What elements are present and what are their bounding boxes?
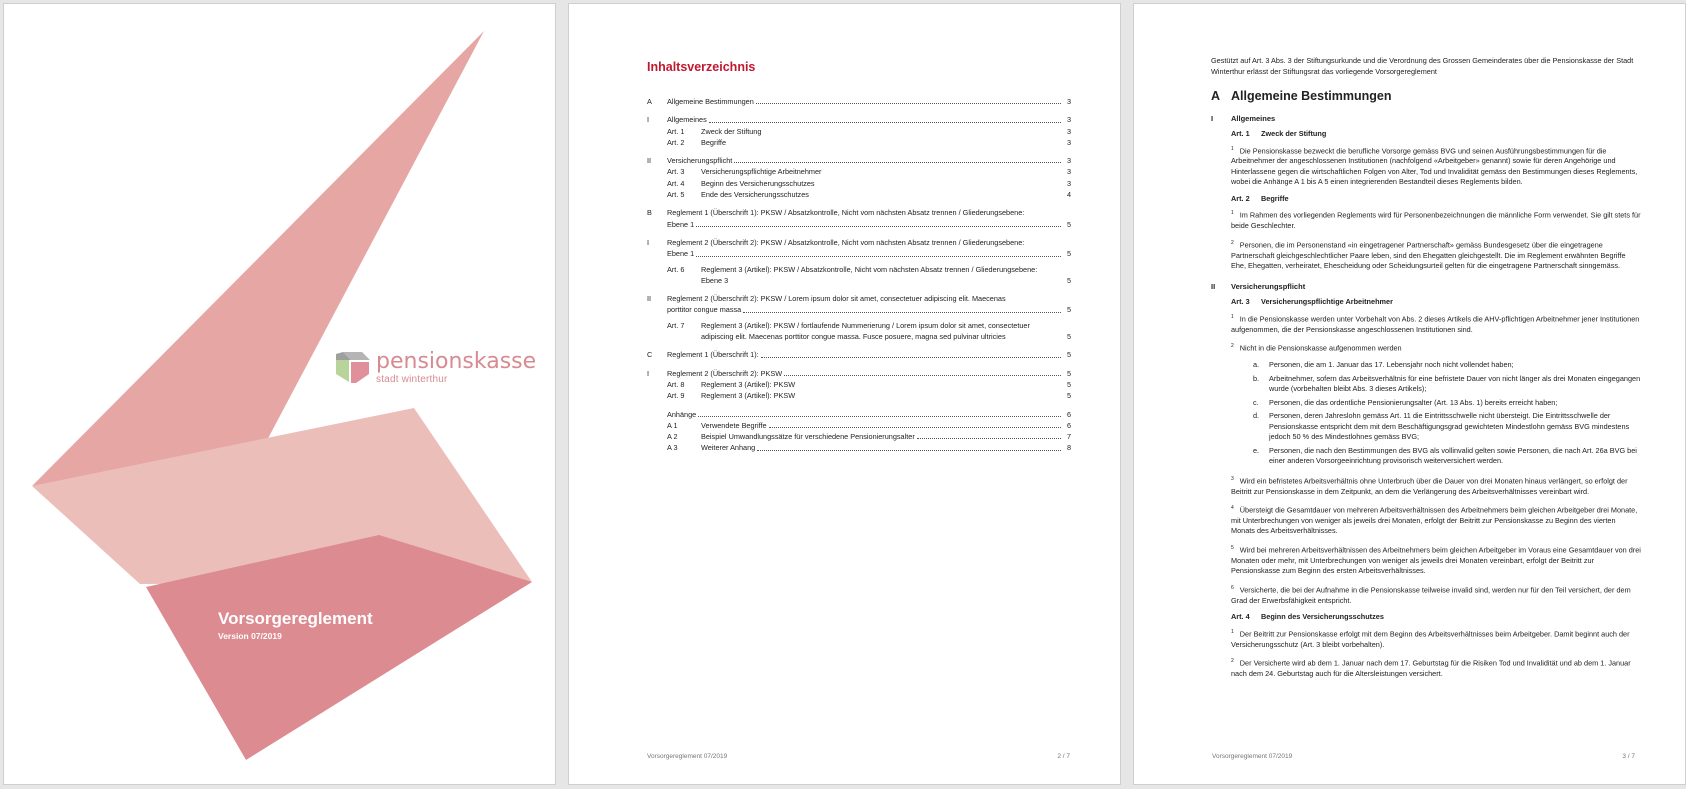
paragraph [1231,341,1641,354]
paragraph-number: 2 [1231,658,1234,665]
toc-entry-text: Versicherungspflichtige Arbeitnehmer [701,167,822,177]
paragraph-number: 1 [1231,313,1234,320]
toc-page [568,3,1121,785]
heading-text: Allgemeines [1231,113,1276,123]
toc-entry-page: 3 [1066,178,1071,188]
toc-entry-text-wrap [667,349,1063,360]
cover-graphic [4,4,556,785]
list-text: Personen, die nach den Bestimmungen des BVG als vollinvalid gelten sowie Personen, die nach Art. 26a BVG bei einer anderen Vorsorgeeinrichtung provisorisch weiterversichert werden. [1269,445,1637,466]
toc-entry[interactable] [647,390,1071,401]
toc-entry[interactable] [647,126,1071,137]
list-item [1253,446,1641,467]
toc-entry-number: II [647,294,652,304]
toc-entry-text-line2-wrap [701,275,1071,286]
toc-entry-page: 5 [1066,275,1071,285]
toc-entry-page: 7 [1066,432,1071,442]
toc-entry[interactable] [647,237,1071,260]
heading-text: Allgemeine Bestimmungen [1231,89,1392,103]
toc-entry[interactable] [647,114,1071,125]
paragraph-number: 6 [1231,584,1234,591]
toc-entry-text: Reglement 3 (Artikel): PKSW [701,379,796,389]
toc-entry-text-line2-wrap [667,248,1071,259]
paragraph-text: Der Beitritt zur Pensionskasse erfolgt mit dem Beginn des Arbeitsverhältnisses beim Arbeitgeber. Damit beginnt auch der Versicherungsschutz (Art. 3 bleibt vorbehalten). [1231,629,1630,649]
toc-entry[interactable] [647,207,1071,230]
paragraph-text: Wird bei mehreren Arbeitsverhältnissen des Arbeitnehmers beim gleichen Arbeitgeber im Voraus eine Gesamtdauer von drei Monaten oder mehr, mit Unterbrechungen von weniger als jeweils drei Monaten vereinbart, erfolgt der Beitritt zur Pensionskasse zum Beginn des ersten Arbeitsverhältnisses. [1231,545,1641,576]
cover-title: Vorsorgereglement [218,609,373,628]
toc-entry[interactable] [647,320,1071,343]
toc-entry-number: Art. 9 [667,391,685,401]
toc-entry-text: Beispiel Umwandlungssätze für verschiedene Pensionierungsalter [701,432,915,442]
article-title: Begriffe [1261,193,1289,203]
toc-entry-number: Art. 7 [667,320,685,330]
article-number: Art. 1 [1231,129,1250,138]
paragraph-number: 1 [1231,145,1234,152]
paragraph-text: Personen, die im Personenstand «in eingetragener Partnerschaft» gemäss Bundesgesetz über die eingetragene Partnerschaft gleichgeschlechtlicher Paare leben, sind den Ehegatten gleichgestellt. Die im Reglement erwähnten Begriffe Ehe, Ehegatten, verheiratet, Ehescheidung oder Scheidungsurteil gelten für die eingetragene Partnerschaft sinngemäss. [1231,240,1626,271]
toc-entry-page: 5 [1066,368,1071,378]
footer-left: Vorsorgereglement 07/2019 [1212,753,1293,760]
logo-subtitle: stadt winterthur [376,374,448,385]
toc-entry[interactable] [647,409,1071,420]
toc-entry-text-line1: Reglement 2 (Überschrift 2): PKSW / Lorem ipsum dolor sit amet, consectetuer adipiscing elit. Maecenas [667,294,1006,304]
paragraph-number: 5 [1231,544,1234,551]
heading-section-ii [1211,282,1641,293]
paragraph [1231,144,1641,188]
toc-entry[interactable] [647,189,1071,200]
toc-entry-text-wrap [667,96,1063,107]
paragraph-number: 4 [1231,505,1234,512]
logo-name: pensionskasse [376,349,537,374]
toc-entry-text-wrap [701,420,1063,431]
toc-entry[interactable] [647,137,1071,148]
list-text: Personen, deren Jahreslohn gemäss Art. 11 die Eintrittsschwelle nicht übersteigt. Die Eintrittsschwelle der Pensionskasse entspricht dem mit dem Beschäftigungsgrad gewichteten Mindestlohn gemäss BVG mindestens jedoch 50 % des Mindestlohnes gemäss BVG; [1269,411,1630,442]
paragraph-number: 2 [1231,239,1234,246]
toc-entry-text-wrap [667,368,1063,379]
toc-entry-text-line2: Ebene 1 [667,219,695,229]
list-text: Personen, die das ordentliche Pensionierungsalter (Art. 13 Abs. 1) bereits erreicht haben; [1269,397,1558,407]
paragraph-number: 1 [1231,210,1234,217]
toc-leader-dots [734,162,1061,163]
toc-entry-text: Zweck der Stiftung [701,126,762,136]
toc-entry-number: II [647,156,652,166]
toc-entry-text-block [701,264,1071,287]
paragraph-text: In die Pensionskasse werden unter Vorbehalt von Abs. 2 dieses Artikels die AHV-pflichtigen Arbeitnehmer jener Institutionen aufgenommen, die der Pensionskasse angeschlossenen Institutionen sind. [1231,314,1640,334]
toc-entry-text-line2: Ebene 3 [701,275,729,285]
toc-entry-page: 6 [1066,420,1071,430]
toc-leader-dots [769,427,1061,428]
toc-entry-text-block [667,207,1071,230]
list-marker: a. [1253,360,1260,370]
toc-leader-dots [696,226,1061,227]
toc-entry-text-line1: Reglement 2 (Überschrift 2): PKSW / Absatzkontrolle, Nicht vom nächsten Absatz trennen / Gliederungsebene: [667,237,1025,247]
toc-entry-text-block [701,320,1071,343]
paragraph-text: Übersteigt die Gesamtdauer von mehreren Arbeitsverhältnissen des Arbeitnehmers beim gleichen Arbeitgeber drei Monate, mit Unterbrechungen von weniger als jeweils drei Monaten, erfolgt der Beitritt zur Pensionskasse zu Beginn des vierten Monats des Arbeitsverhältnisses. [1231,505,1638,536]
toc-entry-page: 4 [1066,190,1071,200]
toc-entry-text: Beginn des Versicherungsschutzes [701,178,815,188]
paragraph [1231,503,1641,537]
article-4-heading [1231,612,1641,623]
content-page [1133,3,1686,785]
toc-entry-page: 3 [1066,115,1071,125]
page-number: 3 / 7 [1622,753,1635,760]
toc-entry-page: 5 [1066,332,1071,342]
toc-leader-dots [784,375,1061,376]
toc-entry[interactable] [647,379,1071,390]
toc-entry-text-wrap [701,442,1063,453]
toc-entry-page: 3 [1066,167,1071,177]
toc-entry-number: Art. 5 [667,190,685,200]
toc-entry-number: A 3 [667,443,678,453]
list-marker: b. [1253,373,1260,383]
paragraph [1231,208,1641,231]
toc-entry-page: 5 [1066,391,1071,401]
toc-entry-number: Art. 1 [667,126,685,136]
toc-entry-number: B [647,208,652,218]
toc-entry[interactable] [647,178,1071,189]
toc-entry-text-wrap [667,409,1063,420]
toc-entry[interactable] [647,96,1071,107]
article-title: Zweck der Stiftung [1261,129,1327,138]
toc-entry-text: Ende des Versicherungsschutzes [701,190,809,200]
article-number: Art. 3 [1231,297,1250,307]
toc-entry-page: 5 [1066,350,1071,360]
toc-leader-dots [917,438,1061,439]
list-marker: e. [1253,445,1260,455]
heading-text: Versicherungspflicht [1231,281,1306,291]
toc-entry-text: Verwendete Begriffe [701,420,767,430]
toc-entry-number: I [647,237,650,247]
toc-entry-number: I [647,368,650,378]
toc-entry-text: Allgemeines [667,115,707,125]
toc-entry[interactable] [647,264,1071,287]
toc-entry-text: Begriffe [701,137,727,147]
toc-entry-page: 5 [1066,249,1071,259]
logo-cube-icon [334,350,372,386]
paragraph [1231,656,1641,679]
toc-leader-dots [709,122,1061,123]
paragraph-text: Die Pensionskasse bezweckt die berufliche Vorsorge gemäss BVG und seinen Ausführungsbestimmungen für die Arbeitnehmer der angeschlossenen Institutionen (nachfolgend «Arbeitgeber» genannt) sowie für deren Angehörige und Hinterlassene gegen die wirtschaftlichen Folgen von Alter, Tod und Invalidität gemäss den Bestimmungen dieses Reglements, wobei die Anhänge A 1 bis A 5 einen integrierenden Bestandteil dieses Reglements bilden. [1231,145,1638,187]
list-marker: d. [1253,411,1260,421]
toc-leader-dots [757,450,1061,451]
toc-entry-number: I [647,115,650,125]
toc-entry-text-line1: Reglement 3 (Artikel): PKSW / fortlaufende Nummerierung / Lorem ipsum dolor sit amet, consectetuer [701,320,1030,330]
toc-entry-text: Anhänge [667,409,697,419]
toc-entry-number: Art. 4 [667,178,685,188]
toc-entry-number: Art. 8 [667,379,685,389]
toc-entry[interactable] [647,420,1071,431]
toc-entry-number: Art. 6 [667,264,685,274]
toc-entry-page: 5 [1066,305,1071,315]
toc-entry-page: 3 [1066,156,1071,166]
toc-entry-page: 3 [1066,97,1071,106]
toc-entry-text: Allgemeine Bestimmungen [667,97,754,106]
toc-entry-page: 6 [1066,409,1071,419]
toc-entry-text-wrap [701,431,1063,442]
cover-page [3,3,556,785]
article-3-heading [1231,297,1641,308]
toc-entry-text-line2: adipiscing elit. Maecenas porttitor congue massa. Fusce posuere, magna sed pulvinar ultricies [701,332,1006,342]
toc-entry-number: Art. 2 [667,137,685,147]
toc-leader-dots [698,416,1061,417]
toc-entry-text-block [667,293,1071,316]
list-marker: c. [1253,397,1259,407]
paragraph [1231,583,1641,606]
toc-leader-dots [756,103,1061,104]
paragraph-text: Versicherte, die bei der Aufnahme in die Pensionskasse teilweise invalid sind, werden nur für den Teil versichert, der dem Grad der Erwerbsfähigkeit entspricht. [1231,585,1631,605]
toc-entry-number: Art. 3 [667,167,685,177]
logo-wordmark [376,351,536,385]
toc-entry-text-line2-wrap [667,304,1071,315]
toc-entry-text-wrap [667,114,1063,125]
toc-entry[interactable] [647,293,1071,316]
toc-entry[interactable] [647,166,1071,177]
list-item [1253,411,1641,443]
paragraph-number: 1 [1231,628,1234,635]
list-item [1253,374,1641,395]
regulation-body [1211,56,1641,686]
paragraph [1231,627,1641,650]
toc-entry[interactable] [647,349,1071,360]
toc-title: Inhaltsverzeichnis [647,60,756,74]
article-title: Versicherungspflichtige Arbeitnehmer [1261,297,1393,307]
paragraph [1231,474,1641,497]
toc-entry-number: A 1 [667,420,678,430]
paragraph-text: Im Rahmen des vorliegenden Reglements wird für Personenbezeichnungen die männliche Form verwendet. Sie gilt stets für beide Geschlechter. [1231,210,1641,231]
article-title: Beginn des Versicherungsschutzes [1261,612,1384,622]
paragraph-text: Der Versicherte wird ab dem 1. Januar nach dem 17. Geburtstag für die Risiken Tod und Invalidität und ab dem 1. Januar nach dem 24. Geburtstag auch für die Altersleistungen versichert. [1231,658,1631,679]
toc-entry-text-wrap [667,155,1063,166]
footer-left: Vorsorgereglement 07/2019 [647,753,728,760]
toc-entry-text-block [667,237,1071,260]
paragraph-text: Nicht in die Pensionskasse aufgenommen werden [1239,343,1402,353]
list-item [1253,360,1641,371]
toc-entry-text-line1: Reglement 1 (Überschrift 1): PKSW / Absatzkontrolle, Nicht vom nächsten Absatz trennen / Gliederungsebene: [667,208,1025,218]
paragraph-number: 3 [1231,475,1234,482]
article-1-heading [1231,129,1641,140]
toc-entry[interactable] [647,368,1071,379]
page-number: 2 / 7 [1057,753,1070,760]
toc-entry-page: 5 [1066,219,1071,229]
toc-entry-text: Reglement 3 (Artikel): PKSW [701,391,796,401]
toc-entry-page: 3 [1066,126,1071,136]
toc-entry[interactable] [647,155,1071,166]
toc-entry-text-line2: Ebene 1 [667,249,695,259]
heading-number: I [1211,113,1214,123]
toc-entry-text: Weiterer Anhang [701,443,756,453]
paragraph [1231,543,1641,577]
toc-entry-page: 8 [1066,443,1071,453]
paragraph [1231,238,1641,272]
toc-entry-text-line2-wrap [667,219,1071,230]
article-2-heading [1231,194,1641,205]
toc-entry-number: A 2 [667,432,678,442]
toc-leader-dots [743,312,1061,313]
list-text: Personen, die am 1. Januar das 17. Lebensjahr noch nicht vollendet haben; [1269,360,1514,370]
toc-entry-text: Reglement 2 (Überschrift 2): PKSW [667,368,783,378]
paragraph-number: 2 [1231,343,1234,350]
paragraph [1231,312,1641,335]
toc-entry[interactable] [647,442,1071,453]
toc-leader-dots [761,357,1061,358]
heading-number: II [1211,281,1216,291]
cover-version: Version 07/2019 [218,631,282,641]
toc-entry-page: 5 [1066,379,1071,389]
list-text: Arbeitnehmer, sofern das Arbeitsverhältnis für eine befristete Dauer von nicht länger als drei Monaten eingegangen wurde (vorbehalten bleibt Abs. 3 dieses Artikels); [1269,373,1641,394]
toc-entry-number: A [647,97,652,106]
toc-entry-page: 3 [1066,137,1071,147]
toc-entry-text: Reglement 1 (Überschrift 1): [667,350,759,360]
toc-entry-text: Versicherungspflicht [667,156,733,166]
article-number: Art. 4 [1231,612,1250,622]
toc-entry-text-line2-wrap [701,331,1071,342]
list-item [1253,398,1641,409]
intro-paragraph: Gestützt auf Art. 3 Abs. 3 der Stiftungsurkunde und die Verordnung des Grossen Gemeinderates über die Pensionskasse der Stadt Winterthur erlässt der Stiftungsrat das vorliegende Vorsorgereglement [1211,56,1634,76]
heading-section-i [1211,114,1641,125]
paragraph-text: Wird ein befristetes Arbeitsverhältnis ohne Unterbruch über die Dauer von drei Monaten hinaus verlängert, so erfolgt der Beitritt zur Pensionskasse in dem Zeitpunkt, an dem die Verlängerung des Arbeitsverhältnisses vereinbart wird. [1231,476,1628,496]
toc-entry[interactable] [647,431,1071,442]
heading-part-a [1211,91,1641,102]
toc-entry-text-line1: Reglement 3 (Artikel): PKSW / Absatzkontrolle, Nicht vom nächsten Absatz trennen / Gliederungsebene: [701,264,1038,274]
toc-entry-number: C [647,350,653,360]
toc-entry-text-line2: porttitor congue massa [667,305,742,315]
toc-list [647,96,1071,454]
heading-number: A [1211,89,1221,103]
toc-leader-dots [696,256,1061,257]
article-number: Art. 2 [1231,193,1250,203]
